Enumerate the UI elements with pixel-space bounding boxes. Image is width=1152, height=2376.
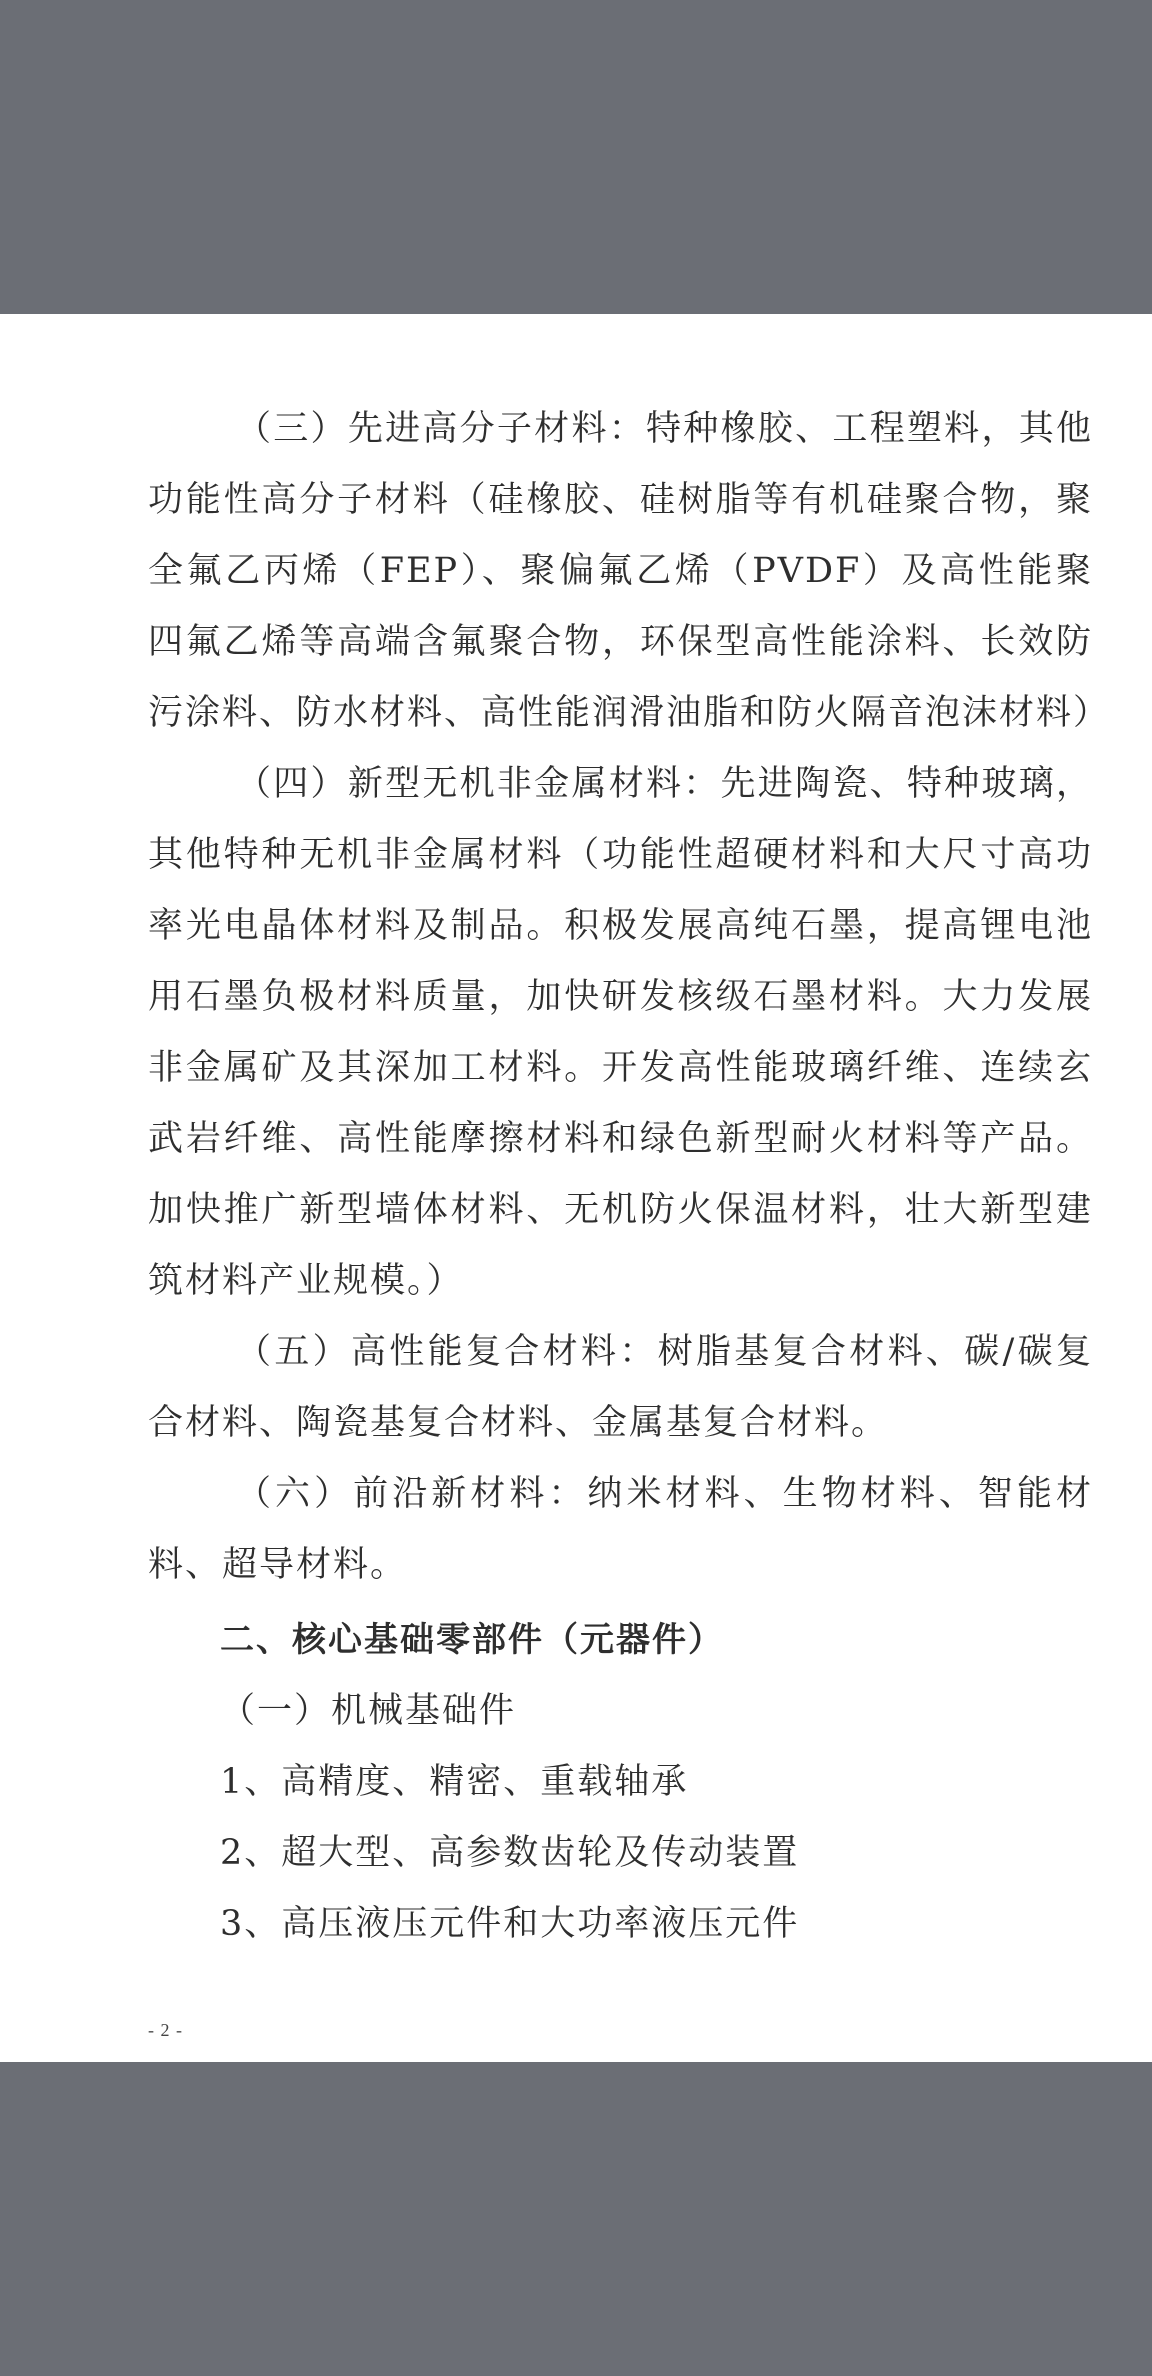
document-page [0,314,1152,2062]
page-number: - 2 - [148,2020,183,2040]
section-heading: 二、核心基础零部件（元器件） [220,1620,724,1660]
paragraph-advanced-polymer-materials: （三）先进高分子材料：特种橡胶、工程塑料，其他功能性高分子材料（硅橡胶、硅树脂等有机硅聚合物，聚全氟乙丙烯（FEP）、聚偏氟乙烯（PVDF）及高性能聚四氟乙烯等高端含氟聚合物，环保型高性能涂料、长效防污涂料、防水材料、高性能润滑油脂和防火隔音泡沫材料） [148,409,1111,733]
document-body [148,394,1111,1960]
paragraph-inorganic-nonmetal-materials: （四）新型无机非金属材料：先进陶瓷、特种玻璃，其他特种无机非金属材料（功能性超硬材料和大尺寸高功率光电晶体材料及制品。积极发展高纯石墨，提高锂电池用石墨负极材料质量，加快研发核级石墨材料。大力发展非金属矿及其深加工材料。开发高性能玻璃纤维、连续玄武岩纤维、高性能摩擦材料和绿色新型耐火材料等产品。加快推广新型墙体材料、无机防火保温材料，壮大新型建筑材料产业规模。） [148,764,1093,1301]
list-item: 2、超大型、高参数齿轮及传动装置 [220,1833,800,1873]
sub-heading: （一）机械基础件 [220,1691,517,1731]
list-item: 1、高精度、精密、重载轴承 [220,1762,689,1802]
paragraph-composite-materials: （五）高性能复合材料：树脂基复合材料、碳/碳复合材料、陶瓷基复合材料、金属基复合材料。 [148,1332,1093,1443]
paragraph-frontier-materials: （六）前沿新材料：纳米材料、生物材料、智能材料、超导材料。 [148,1474,1093,1585]
list-item: 3、高压液压元件和大功率液压元件 [220,1904,800,1944]
